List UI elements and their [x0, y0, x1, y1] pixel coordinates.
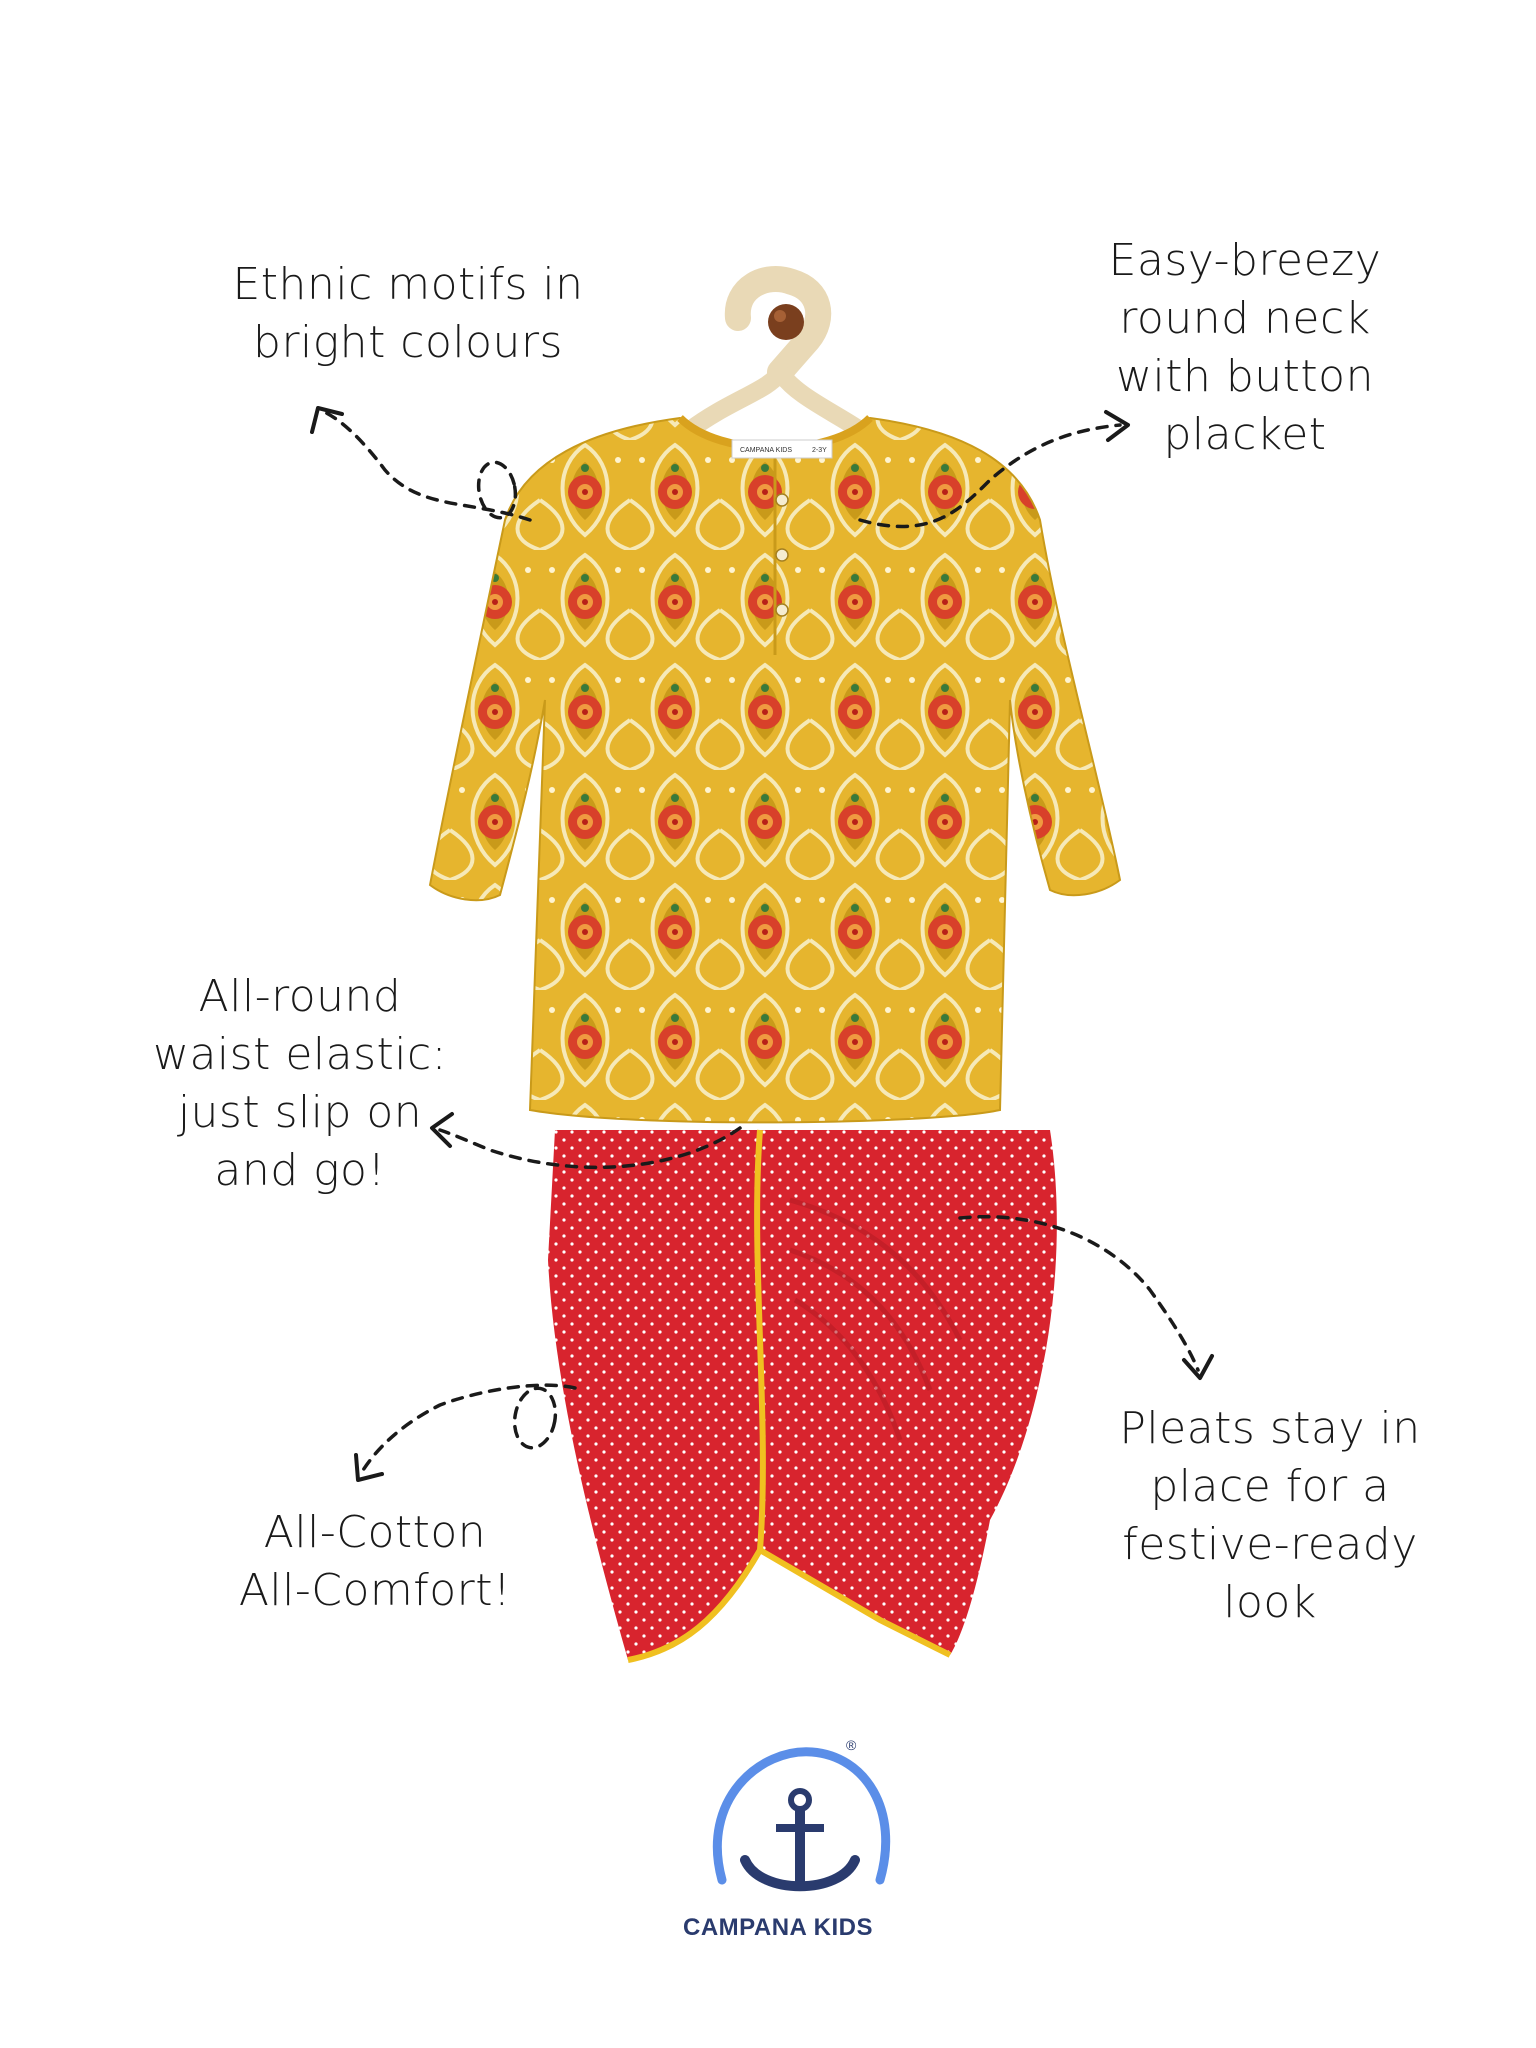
callout-neck-line-1: Easy-breezy	[1108, 235, 1382, 286]
callout-waist-line-2: waist elastic:	[152, 1029, 447, 1080]
callout-pleats-line-3: festive-ready	[1122, 1519, 1418, 1570]
callout-neck-line-3: with button	[1116, 351, 1374, 402]
callout-motifs-line-1: Ethnic motifs in	[232, 259, 584, 310]
kurta-button-2	[776, 549, 788, 561]
callout-cotton-line-1: All-Cotton	[263, 1507, 487, 1558]
callout-cotton	[225, 1504, 525, 1620]
callout-motifs	[228, 256, 588, 372]
arrow-cotton-loop	[510, 1385, 560, 1451]
brand-tag-label: CAMPANA KIDS	[740, 447, 792, 454]
brand-logo	[717, 1752, 885, 1890]
callout-pleats-line-1: Pleats stay in	[1119, 1403, 1421, 1454]
brand-name: CAMPANA KIDS	[683, 1914, 873, 1941]
callout-waist	[140, 968, 460, 1200]
callout-waist-line-4: and go!	[214, 1145, 386, 1196]
callout-motifs-line-2: bright colours	[253, 317, 563, 368]
kurta	[430, 418, 1120, 1122]
dhoti	[548, 1130, 1057, 1660]
arrow-cotton	[360, 1385, 575, 1475]
callout-pleats	[1110, 1400, 1430, 1632]
callout-neck-line-4: placket	[1163, 409, 1327, 460]
anchor-icon-ring	[791, 1791, 809, 1809]
hanger-knob	[768, 304, 804, 340]
hanger	[690, 279, 860, 430]
callout-waist-line-3: just slip on	[177, 1087, 423, 1138]
arrow-motifs	[320, 410, 530, 520]
arrow-head-motifs	[312, 408, 342, 432]
callout-neck	[1100, 232, 1390, 464]
kurta-button-1	[776, 494, 788, 506]
callout-cotton-line-2: All-Comfort!	[238, 1565, 512, 1616]
arrow-head-pleats	[1184, 1356, 1212, 1378]
arrow-head-cotton	[356, 1455, 382, 1480]
callout-neck-line-2: round neck	[1119, 293, 1371, 344]
callout-waist-line-1: All-round	[198, 971, 402, 1022]
kurta-button-3	[776, 604, 788, 616]
callout-pleats-line-2: place for a	[1150, 1461, 1390, 1512]
registered-mark: ®	[846, 1737, 857, 1753]
callout-pleats-line-4: look	[1223, 1577, 1317, 1628]
brand-tag-size: 2-3Y	[812, 447, 827, 454]
